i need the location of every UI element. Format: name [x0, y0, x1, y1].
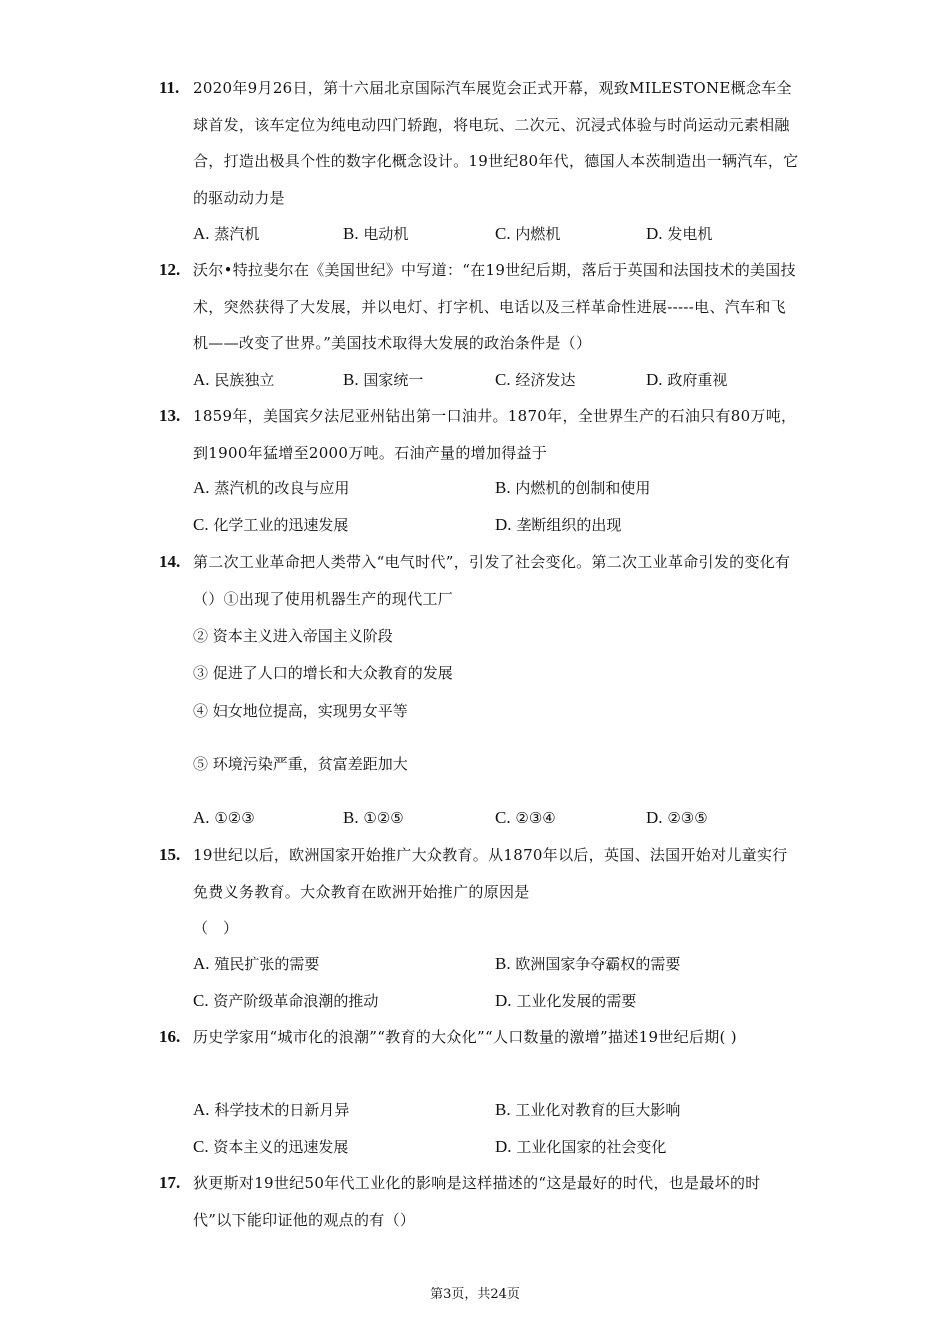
options-row — [193, 1092, 793, 1128]
question-17 — [159, 1165, 799, 1238]
statement-item: ③ 促进了人口的增长和大众教育的发展 — [193, 664, 453, 682]
option-d[interactable]: D. 发电机 — [646, 224, 713, 243]
options-row — [193, 216, 793, 252]
question-number: 12. — [159, 260, 181, 279]
question-number: 16. — [159, 1027, 181, 1046]
option-a[interactable]: A. 殖民扩张的需要 — [193, 954, 320, 973]
question-stem: 历史学家用“城市化的浪潮”“教育的大众化”“人口数量的激增”描述19世纪后期( ) — [193, 1028, 737, 1046]
option-c[interactable]: C. 内燃机 — [495, 224, 561, 243]
option-d[interactable]: D. 政府重视 — [646, 370, 728, 389]
question-number: 14. — [159, 552, 181, 571]
question-number: 13. — [159, 406, 181, 425]
question-stem: 狄更斯对19世纪50年代工业化的影响是这样描述的“这是最好的时代，也是最坏的时代”以下能印证他的观点的有（） — [193, 1174, 761, 1229]
page-footer: 第3页，共24页 — [430, 1287, 520, 1302]
question-stem: 19世纪以后，欧洲国家开始推广大众教育。从1870年以后，英国、法国开始对儿童实行免费义务教育。大众教育在欧洲开始推广的原因是 — [193, 846, 788, 901]
question-stem: 1859年，美国宾夕法尼亚州钻出第一口油井。1870年，全世界生产的石油只有80万吨，到1900年猛增至2000万吨。石油产量的增加得益于 — [193, 407, 797, 462]
option-b[interactable]: B. 电动机 — [343, 224, 409, 243]
option-b[interactable]: B. ①②⑤ — [343, 808, 404, 827]
option-c[interactable]: C. 经济发达 — [495, 370, 576, 389]
question-number: 17. — [159, 1173, 181, 1192]
question-stem: 沃尔•特拉斐尔在《美国世纪》中写道：“在19世纪后期，落后于英国和法国技术的美国技术，突然获得了大发展，并以电灯、打字机、电话以及三样革命性进展-----电、汽车和飞机——改变了世界。”美国技术取得大发展的政治条件是（） — [193, 261, 796, 352]
options-row — [193, 983, 793, 1019]
statement-item: ② 资本主义进入帝国主义阶段 — [193, 627, 393, 645]
option-a[interactable]: A. ①②③ — [193, 808, 255, 827]
option-b[interactable]: B. 工业化对教育的巨大影响 — [495, 1100, 681, 1119]
question-stem: 第二次工业革命把人类带入“电气时代”，引发了社会变化。第二次工业革命引发的变化有（）①出现了使用机器生产的现代工厂 — [193, 553, 791, 608]
option-a[interactable]: A. 科学技术的日新月异 — [193, 1100, 350, 1119]
question-stem: 2020年9月26日，第十六届北京国际汽车展览会正式开幕，观致MILESTONE概念车全球首发，该车定位为纯电动四门轿跑，将电玩、二次元、沉浸式体验与时尚运动元素相融合，打造出极具个性的数字化概念设计。19世纪80年代，德国人本茨制造出一辆汽车，它的驱动动力是 — [193, 79, 799, 207]
question-11 — [159, 70, 799, 216]
option-c[interactable]: C. 化学工业的迅速发展 — [193, 515, 349, 534]
options-row — [193, 507, 793, 543]
options-row — [193, 470, 793, 506]
option-c[interactable]: C. 资产阶级革命浪潮的推动 — [193, 991, 379, 1010]
question-number: 15. — [159, 845, 181, 864]
option-a[interactable]: A. 蒸汽机的改良与应用 — [193, 478, 350, 497]
question-14 — [159, 544, 799, 617]
question-12 — [159, 252, 799, 362]
option-b[interactable]: B. 欧洲国家争夺霸权的需要 — [495, 954, 681, 973]
option-b[interactable]: B. 内燃机的创制和使用 — [495, 478, 651, 497]
statement-item: ⑤ 环境污染严重，贫富差距加大 — [193, 755, 408, 773]
options-row — [193, 946, 793, 982]
option-d[interactable]: D. ②③⑤ — [646, 808, 708, 827]
option-c[interactable]: C. 资本主义的迅速发展 — [193, 1137, 349, 1156]
option-d[interactable]: D. 垄断组织的出现 — [495, 515, 622, 534]
question-15 — [159, 837, 799, 910]
options-row — [193, 1129, 793, 1165]
option-a[interactable]: A. 蒸汽机 — [193, 224, 260, 243]
answer-blank: （ ） — [193, 919, 239, 937]
option-b[interactable]: B. 国家统一 — [343, 370, 424, 389]
question-number: 11. — [159, 78, 180, 97]
question-13 — [159, 398, 799, 471]
statement-item: ④ 妇女地位提高，实现男女平等 — [193, 702, 408, 720]
option-a[interactable]: A. 民族独立 — [193, 370, 275, 389]
option-c[interactable]: C. ②③④ — [495, 808, 556, 827]
question-16 — [159, 1019, 799, 1056]
option-d[interactable]: D. 工业化发展的需要 — [495, 991, 637, 1010]
options-row — [193, 362, 793, 398]
option-d[interactable]: D. 工业化国家的社会变化 — [495, 1137, 667, 1156]
options-row — [193, 800, 793, 836]
